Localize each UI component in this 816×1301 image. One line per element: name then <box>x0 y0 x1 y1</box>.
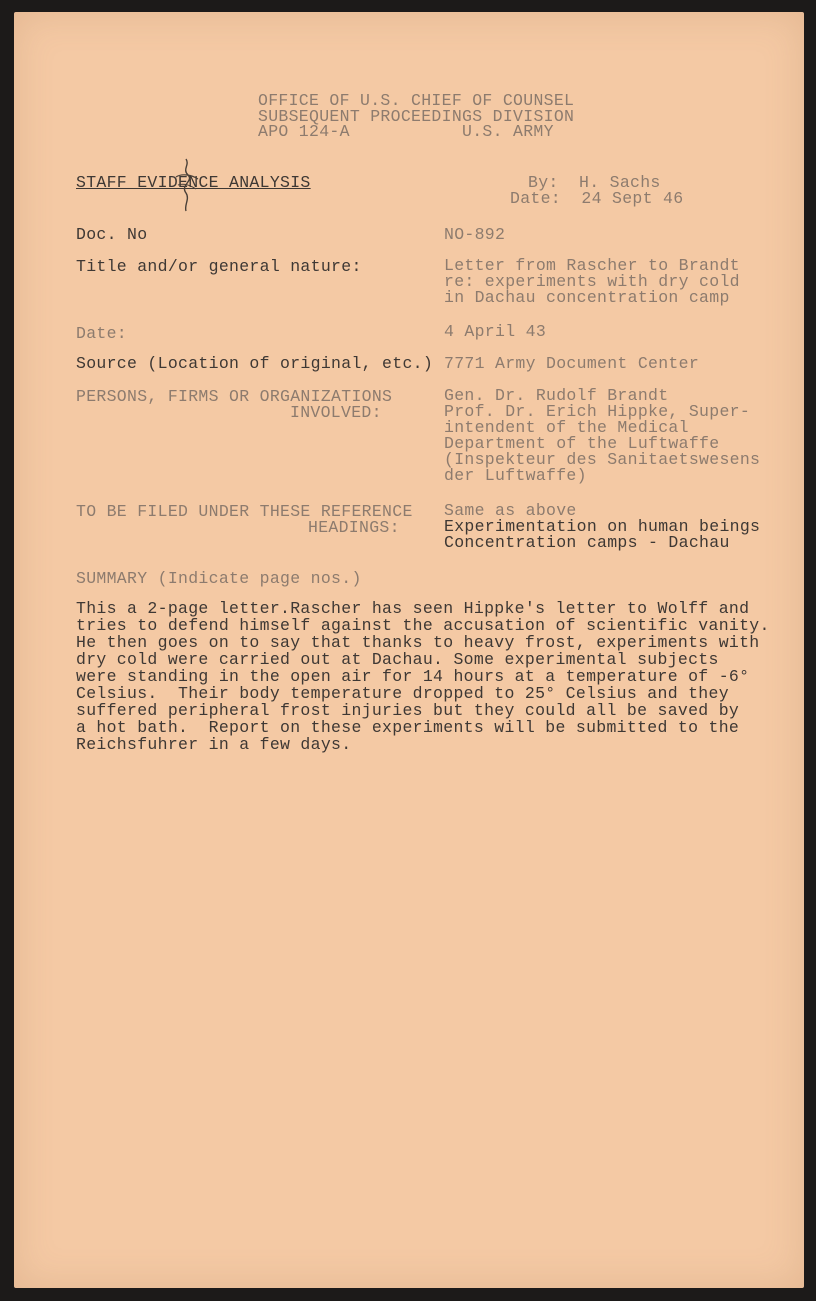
persons-value-3: intendent of the Medical <box>444 418 689 437</box>
filed-value-1: Same as above <box>444 501 577 520</box>
header-line-3-left: APO 124-A <box>258 122 350 141</box>
date-value: 4 April 43 <box>444 322 547 341</box>
source-label: Source (Location of original, etc.) <box>76 354 434 373</box>
analysis-title: STAFF EVIDENCE ANALYSIS <box>76 173 311 192</box>
summary-line-4: dry cold were carried out at Dachau. Some experimental subjects <box>76 650 719 669</box>
filed-label-1: TO BE FILED UNDER THESE REFERENCE <box>76 502 413 521</box>
summary-line-2: tries to defend himself against the accusation of scientific vanity. <box>76 616 770 635</box>
title-value-1: Letter from Rascher to Brandt <box>444 256 740 275</box>
doc-no-label: Doc. No <box>76 225 148 244</box>
persons-label-1: PERSONS, FIRMS OR ORGANIZATIONS <box>76 387 393 406</box>
ink-stamp-mark <box>168 155 208 215</box>
header-line-2: SUBSEQUENT PROCEEDINGS DIVISION <box>258 107 575 126</box>
summary-line-7: suffered peripheral frost injuries but they could all be saved by <box>76 701 740 720</box>
persons-value-2: Prof. Dr. Erich Hippke, Super- <box>444 402 751 421</box>
summary-line-9: Reichsfuhrer in a few days. <box>76 735 352 754</box>
summary-line-8: a hot bath. Report on these experiments will be submitted to the <box>76 718 740 737</box>
persons-value-1: Gen. Dr. Rudolf Brandt <box>444 386 669 405</box>
summary-line-3: He then goes on to say that thanks to heavy frost, experiments with <box>76 633 760 652</box>
filed-value-2: Experimentation on human beings <box>444 517 761 536</box>
source-value: 7771 Army Document Center <box>444 354 700 373</box>
summary-line-5: were standing in the open air for 14 hours at a temperature of -6° <box>76 667 750 686</box>
date-label: Date: <box>76 324 128 343</box>
filed-label-2: HEADINGS: <box>308 518 400 537</box>
title-value-2: re: experiments with dry cold <box>444 272 740 291</box>
title-value-3: in Dachau concentration camp <box>444 288 730 307</box>
persons-value-5: (Inspekteur des Sanitaetswesens <box>444 450 761 469</box>
summary-heading: SUMMARY (Indicate page nos.) <box>76 569 362 588</box>
persons-value-6: der Luftwaffe) <box>444 466 587 485</box>
summary-line-6: Celsius. Their body temperature dropped to 25° Celsius and they <box>76 684 729 703</box>
doc-no-value: NO-892 <box>444 225 506 244</box>
filed-value-3: Concentration camps - Dachau <box>444 533 730 552</box>
header-line-3-right: U.S. ARMY <box>462 122 554 141</box>
analysis-date: Date: 24 Sept 46 <box>510 189 684 208</box>
header-line-1: OFFICE OF U.S. CHIEF OF COUNSEL <box>258 91 575 110</box>
summary-line-1: This a 2-page letter.Rascher has seen Hippke's letter to Wolff and <box>76 599 750 618</box>
persons-label-2: INVOLVED: <box>290 403 382 422</box>
persons-value-4: Department of the Luftwaffe <box>444 434 720 453</box>
analysis-by: By: H. Sachs <box>528 173 661 192</box>
title-label: Title and/or general nature: <box>76 257 362 276</box>
